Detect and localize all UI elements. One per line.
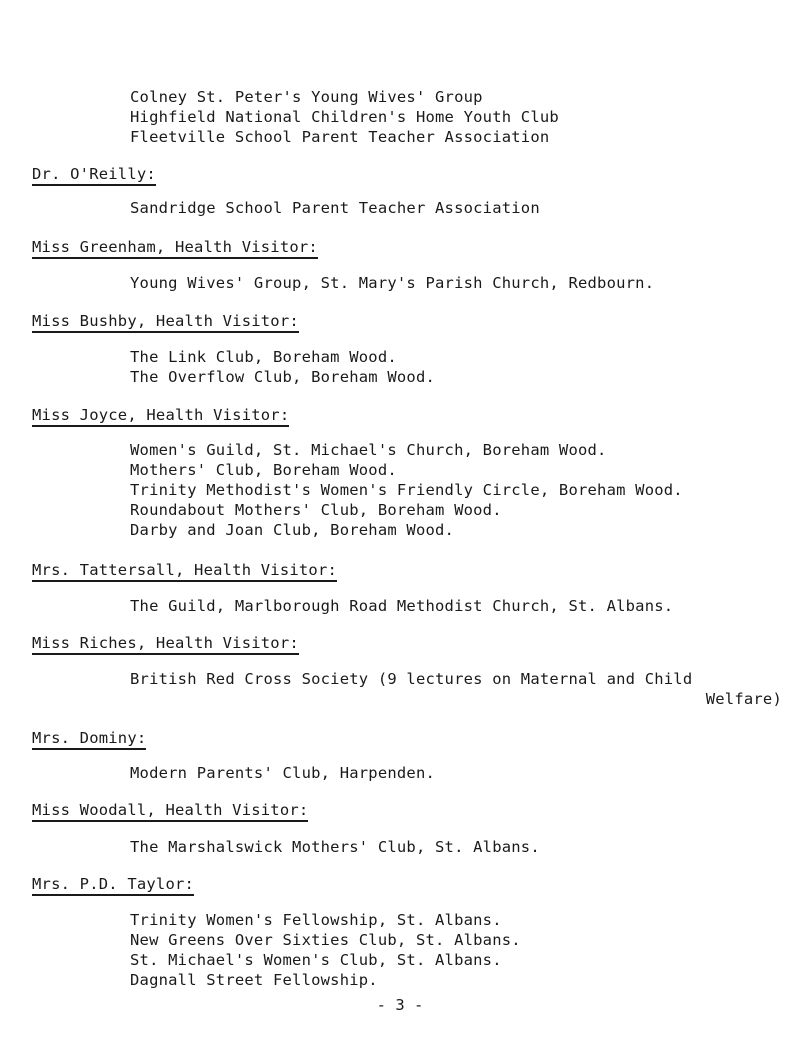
section-heading-text: Mrs. Tattersall, Health Visitor: <box>32 561 337 582</box>
section-heading <box>32 874 194 894</box>
section-heading <box>32 728 146 748</box>
section-entry: The Guild, Marlborough Road Methodist Church, St. Albans. <box>130 597 674 615</box>
section-entry: The Link Club, Boreham Wood. <box>130 348 397 366</box>
section-heading <box>32 237 318 257</box>
section-entry: Modern Parents' Club, Harpenden. <box>130 764 436 782</box>
section-entry-continuation: Welfare) <box>705 690 782 708</box>
intro-line: Colney St. Peter's Young Wives' Group <box>130 88 483 106</box>
section-entry: St. Michael's Women's Club, St. Albans. <box>130 951 502 969</box>
section-heading-text: Miss Woodall, Health Visitor: <box>32 801 308 822</box>
section-entry: Sandridge School Parent Teacher Association <box>130 199 540 217</box>
section-heading-text: Miss Riches, Health Visitor: <box>32 634 299 655</box>
section-entry: Women's Guild, St. Michael's Church, Boreham Wood. <box>130 441 607 459</box>
section-heading <box>32 311 299 331</box>
intro-line: Fleetville School Parent Teacher Association <box>130 128 550 146</box>
section-heading-text: Mrs. Dominy: <box>32 729 146 750</box>
section-heading <box>32 164 156 184</box>
section-entry: Roundabout Mothers' Club, Boreham Wood. <box>130 501 502 519</box>
section-entry: Trinity Women's Fellowship, St. Albans. <box>130 911 502 929</box>
intro-line: Highfield National Children's Home Youth Club <box>130 108 559 126</box>
page-number: - 3 - <box>376 996 424 1014</box>
section-heading-text: Miss Greenham, Health Visitor: <box>32 238 318 259</box>
section-entry: Mothers' Club, Boreham Wood. <box>130 461 397 479</box>
section-heading-text: Miss Joyce, Health Visitor: <box>32 406 289 427</box>
section-entry: The Overflow Club, Boreham Wood. <box>130 368 436 386</box>
section-entry: New Greens Over Sixties Club, St. Albans. <box>130 931 521 949</box>
section-heading-text: Dr. O'Reilly: <box>32 165 156 186</box>
section-heading-text: Miss Bushby, Health Visitor: <box>32 312 299 333</box>
section-heading <box>32 560 337 580</box>
section-entry: Darby and Joan Club, Boreham Wood. <box>130 521 455 539</box>
section-entry: Dagnall Street Fellowship. <box>130 971 378 989</box>
section-entry: Young Wives' Group, St. Mary's Parish Church, Redbourn. <box>130 274 655 292</box>
section-heading-text: Mrs. P.D. Taylor: <box>32 875 194 896</box>
section-entry: British Red Cross Society (9 lectures on Maternal and Child <box>130 670 693 688</box>
section-entry: The Marshalswick Mothers' Club, St. Albans. <box>130 838 540 856</box>
section-entry: Trinity Methodist's Women's Friendly Circle, Boreham Wood. <box>130 481 683 499</box>
section-heading <box>32 405 289 425</box>
section-heading <box>32 800 308 820</box>
section-heading <box>32 633 299 653</box>
